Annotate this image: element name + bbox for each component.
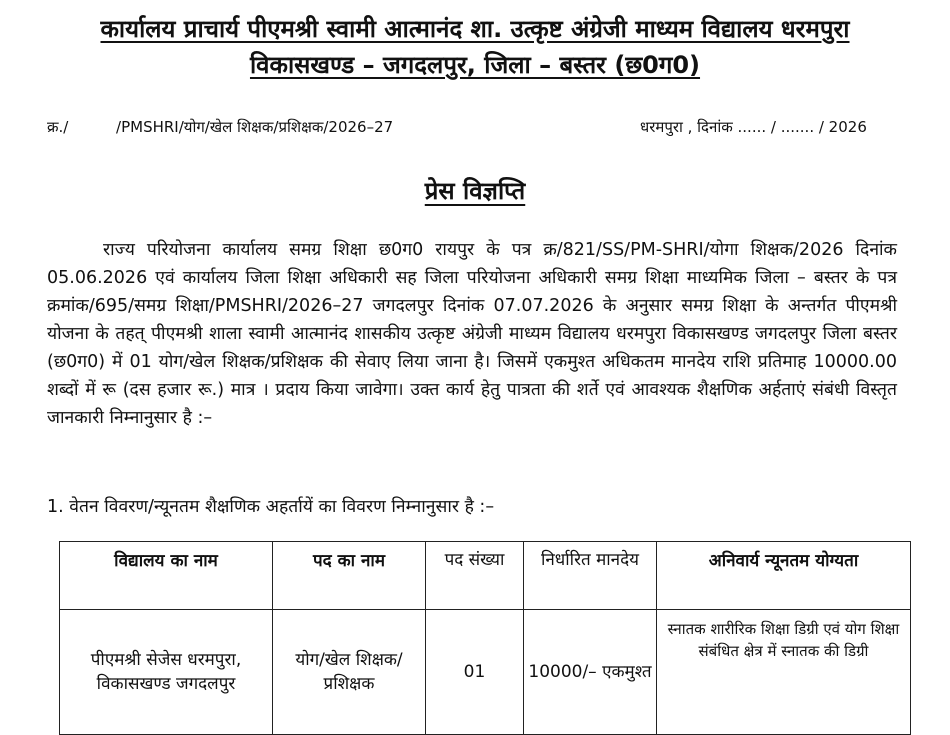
cell-school: पीएमश्री सेजेस धरमपुरा, विकासखण्ड जगदलपुर: [60, 610, 273, 735]
table-header-row: [60, 542, 911, 610]
body-paragraph: राज्य परियोजना कार्यालय समग्र शिक्षा छ0ग0 रायपुर के पत्र क्र/821/SS/PM-SHRI/योगा शिक्षक/2026 दिनांक 05.06.2026 एवं कार्यालय जिला शिक्षा अधिकारी सह जिला परियोजना अधिकारी समग्र शिक्षा माध्यमिक जिला – बस्तर के पत्र क्रमांक/695/समग्र शिक्षा/PMSHRI/2026–27 जगदलपुर दिनांक 07.07.2026 के अनुसार समग्र शिक्षा के अन्तर्गत पीएमश्री योजना के तहत् पीएमश्री शाला स्वामी आत्मानंद शासकीय उत्कृष्ट अंग्रेजी माध्यम विद्यालय धरमपुरा विकासखण्ड जगदलपुर जिला बस्तर (छ0ग0) में 01 योग/खेल शिक्षक/प्रशिक्षक की सेवाए लिया जाना है। जिसमें एकमुश्त अधिकतम मानदेय राशि प्रतिमाह 10000.00 शब्दों में रू (दस हजार रू.) मात्र । प्रदाय किया जावेगा। उक्त कार्य हेतु पात्रता की शर्ते एवं आवश्यक शैक्षणिक अर्हताएं संबंधी विस्तृत जानकारी निम्नानुसार है :–: [47, 240, 897, 428]
header-post: पद का नाम: [273, 542, 426, 610]
point-1: 1. वेतन विवरण/न्यूनतम शैक्षणिक अहर्तायें का विवरण निम्नानुसार है :–: [47, 497, 495, 517]
header-count: पद संख्या: [426, 542, 524, 610]
header-qualification: अनिवार्य न्यूनतम योग्यता: [657, 542, 911, 610]
reference-number: क्र./ /PMSHRI/योग/खेल शिक्षक/प्रशिक्षक/2026–27: [47, 118, 394, 136]
cell-post: योग/खेल शिक्षक/प्रशिक्षक: [273, 610, 426, 735]
header-school: विद्यालय का नाम: [60, 542, 273, 610]
header-honorarium: निर्धारित मानदेय: [524, 542, 657, 610]
cell-honorarium: 10000/– एकमुश्त: [524, 610, 657, 735]
page-title: प्रेस विज्ञप्ति: [424, 177, 526, 205]
cell-count: 01: [426, 610, 524, 735]
table-row: [60, 610, 911, 735]
office-header-line2: विकासखण्ड – जगदलपुर, जिला – बस्तर (छ0ग0): [249, 51, 701, 79]
place-date: धरमपुरा , दिनांक ...... / ....... / 2026: [640, 118, 867, 136]
details-table: [59, 541, 911, 735]
office-header-line1: कार्यालय प्राचार्य पीएमश्री स्वामी आत्मानंद शा. उत्कृष्ट अंग्रेजी माध्यम विद्यालय धरमपुरा: [100, 15, 850, 43]
cell-qualification: स्नातक शारीरिक शिक्षा डिग्री एवं योग शिक्षा संबंधित क्षेत्र में स्नातक की डिग्री: [657, 610, 911, 735]
